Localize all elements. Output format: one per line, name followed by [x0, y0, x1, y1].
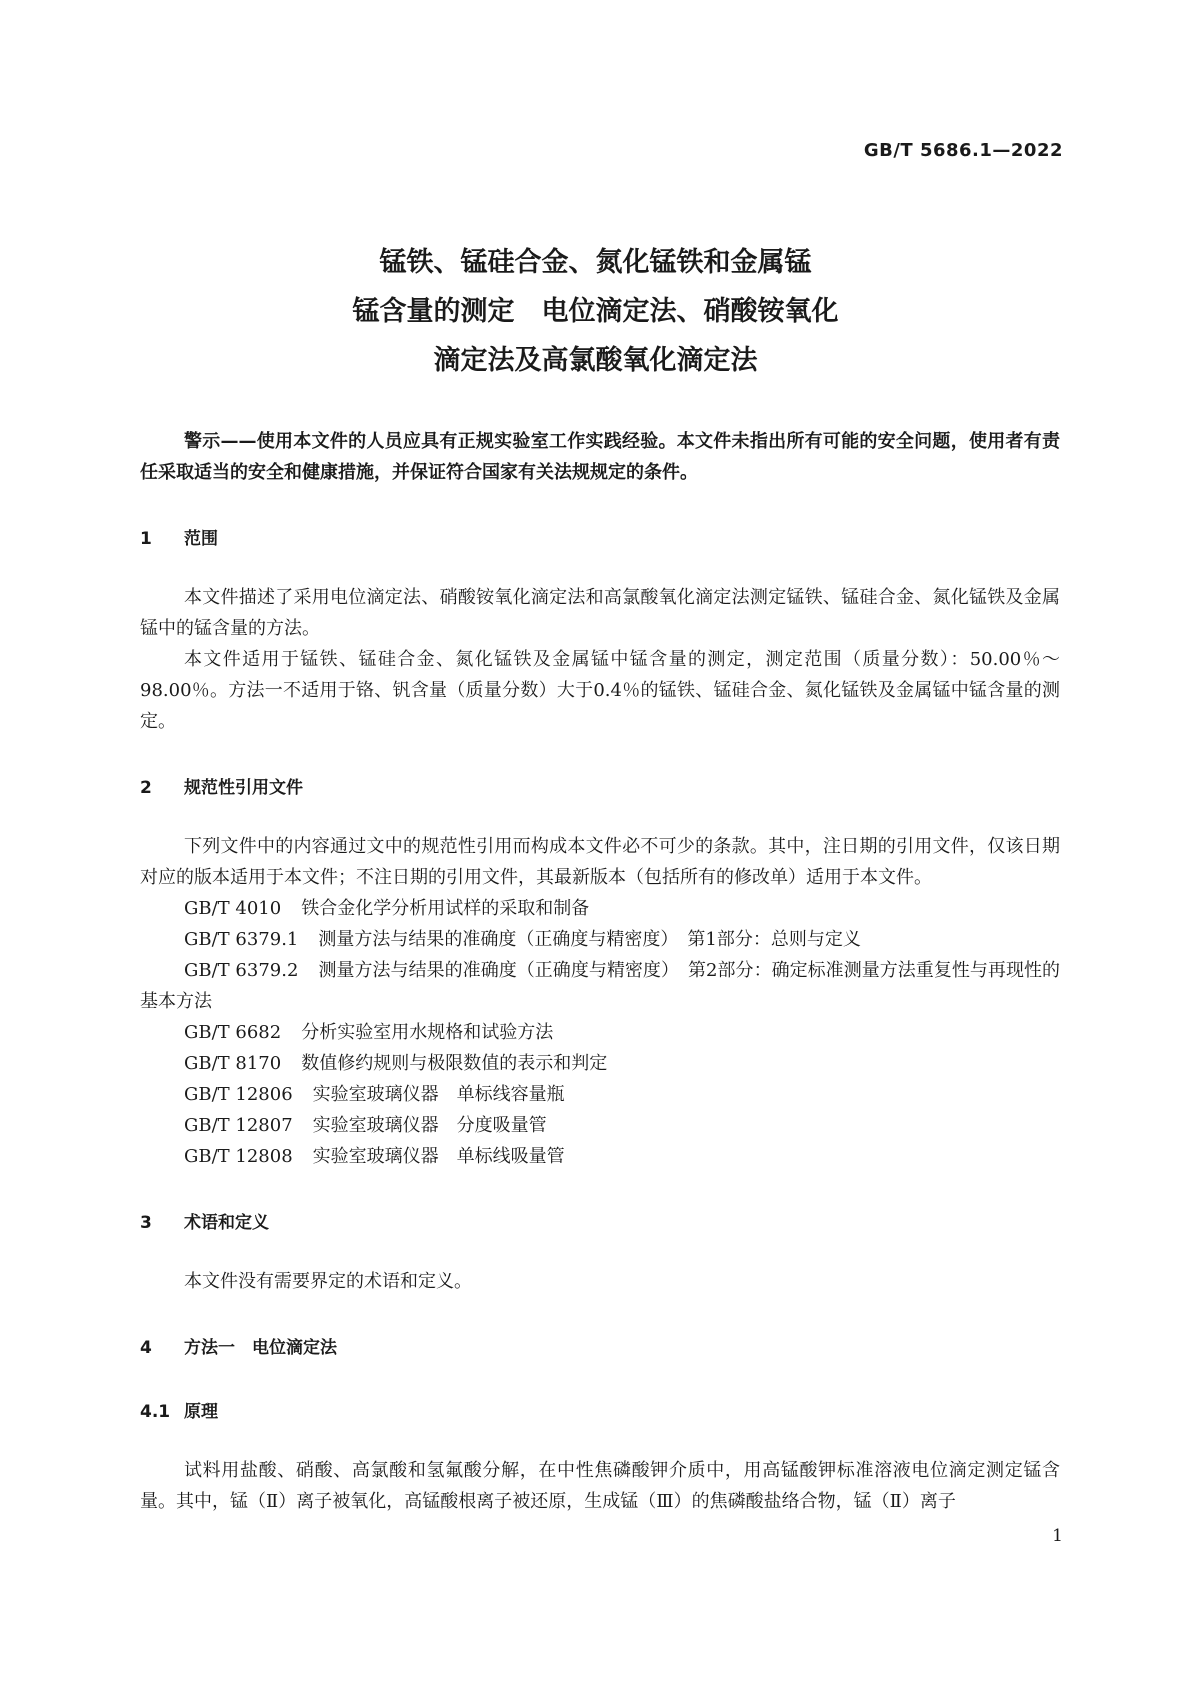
section-title: 范围 [184, 529, 218, 549]
reference-title: 实验室玻璃仪器 分度吸量管 [312, 1115, 547, 1136]
reference-title: 实验室玻璃仪器 单标线吸量管 [312, 1146, 565, 1167]
subsection-heading-principle [140, 1397, 1060, 1428]
page-number: 1 [1052, 1526, 1063, 1546]
section-heading-scope [140, 524, 1060, 555]
reference-item [140, 1048, 1060, 1079]
reference-title: 分析实验室用水规格和试验方法 [301, 1022, 554, 1043]
reference-title: 实验室玻璃仪器 单标线容量瓶 [312, 1084, 565, 1105]
reference-item [140, 1110, 1060, 1141]
warning-note: 警示——使用本文件的人员应具有正规实验室工作实践经验。本文件未指出所有可能的安全问题，使用者有责任采取适当的安全和健康措施，并保证符合国家有关法规规定的条件。 [140, 431, 1060, 483]
reference-code: GB/T 12807 [184, 1115, 293, 1136]
reference-code: GB/T 6379.2 [184, 960, 299, 981]
paragraph: 本文件描述了采用电位滴定法、硝酸铵氧化滴定法和高氯酸氧化滴定法测定锰铁、锰硅合金、氮化锰铁及金属锰中的锰含量的方法。 [140, 587, 1060, 639]
title-line: 锰含量的测定 电位滴定法、硝酸铵氧化 [352, 296, 839, 327]
reference-code: GB/T 6682 [184, 1022, 282, 1043]
standard-code: GB/T 5686.1—2022 [863, 140, 1063, 161]
reference-item [140, 955, 1060, 1017]
reference-code: GB/T 12808 [184, 1146, 293, 1167]
section-heading-normative-references [140, 773, 1060, 804]
reference-title: 测量方法与结果的准确度（正确度与精密度） 第2部分：确定标准测量方法重复性与再现性的基本方法 [140, 960, 1060, 1012]
paragraph: 本文件没有需要界定的术语和定义。 [184, 1271, 472, 1292]
paragraph: 下列文件中的内容通过文中的规范性引用而构成本文件必不可少的条款。其中，注日期的引用文件，仅该日期对应的版本适用于本文件；不注日期的引用文件，其最新版本（包括所有的修改单）适用于本文件。 [140, 836, 1060, 888]
section-number: 1 [140, 529, 152, 549]
reference-item [140, 893, 1060, 924]
subsection-title: 原理 [184, 1402, 218, 1422]
title-line: 滴定法及高氯酸氧化滴定法 [433, 345, 758, 376]
reference-title: 测量方法与结果的准确度（正确度与精密度） 第1部分：总则与定义 [318, 929, 861, 950]
reference-code: GB/T 6379.1 [184, 929, 299, 950]
section-title: 方法一 电位滴定法 [184, 1338, 337, 1358]
reference-title: 数值修约规则与极限数值的表示和判定 [301, 1053, 608, 1074]
section-number: 2 [140, 778, 152, 798]
reference-code: GB/T 8170 [184, 1053, 282, 1074]
reference-title: 铁合金化学分析用试样的采取和制备 [301, 898, 590, 919]
section-heading-method-one [140, 1333, 1060, 1364]
paragraph: 本文件适用于锰铁、锰硅合金、氮化锰铁及金属锰中锰含量的测定，测定范围（质量分数）：50.00％～98.00％。方法一不适用于铬、钒含量（质量分数）大于0.4％的锰铁、锰硅合金、氮化锰铁及金属锰中锰含量的测定。 [140, 649, 1060, 732]
section-number: 3 [140, 1213, 152, 1233]
subsection-number: 4.1 [140, 1402, 171, 1422]
document-body [140, 426, 1060, 1517]
section-heading-terms [140, 1208, 1060, 1239]
section-title: 术语和定义 [184, 1213, 269, 1233]
reference-code: GB/T 12806 [184, 1084, 293, 1105]
section-title: 规范性引用文件 [184, 778, 303, 798]
reference-item [140, 924, 1060, 955]
title-line: 锰铁、锰硅合金、氮化锰铁和金属锰 [379, 247, 812, 278]
paragraph: 试料用盐酸、硝酸、高氯酸和氢氟酸分解，在中性焦磷酸钾介质中，用高锰酸钾标准溶液电位滴定测定锰含量。其中，锰（Ⅱ）离子被氧化，高锰酸根离子被还原，生成锰（Ⅲ）的焦磷酸盐络合物，锰（Ⅱ）离子 [140, 1460, 1060, 1512]
reference-code: GB/T 4010 [184, 898, 282, 919]
reference-item [140, 1017, 1060, 1048]
section-number: 4 [140, 1338, 152, 1358]
reference-item [140, 1141, 1060, 1172]
reference-item [140, 1079, 1060, 1110]
document-title [0, 238, 1191, 385]
